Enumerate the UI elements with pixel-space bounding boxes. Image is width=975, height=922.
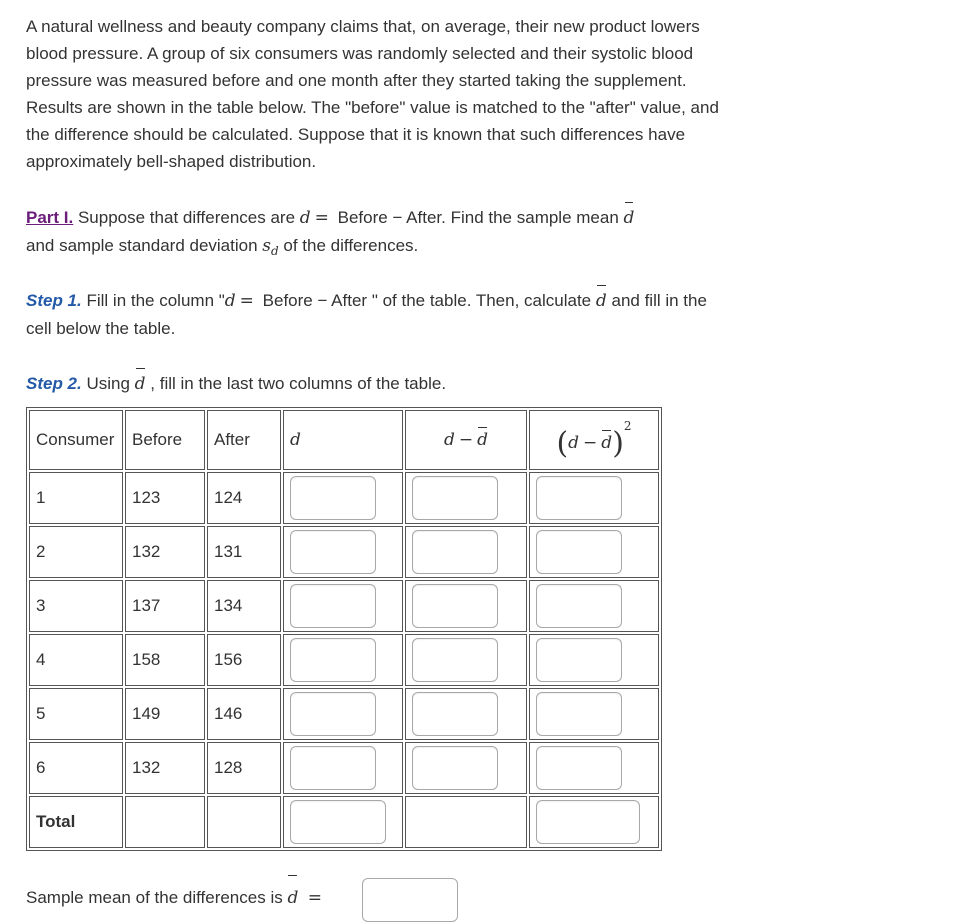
- before-cell: 158: [125, 634, 205, 686]
- consumer-cell: 2: [29, 526, 123, 578]
- dev-cell: [405, 634, 527, 686]
- part-one-link[interactable]: Part I.: [26, 208, 74, 227]
- header-after: After: [207, 410, 281, 470]
- total-squared-deviation-input[interactable]: [536, 800, 640, 844]
- header-before: Before: [125, 410, 205, 470]
- sq-cell: [529, 526, 659, 578]
- table-row: [29, 742, 659, 794]
- d-bar-symbol: d: [287, 878, 298, 918]
- total-sq-cell: [529, 796, 659, 848]
- deviation-input[interactable]: [412, 746, 498, 790]
- step-two-label: Step 2.: [26, 374, 82, 393]
- consumer-cell: 5: [29, 688, 123, 740]
- total-d-input[interactable]: [290, 800, 386, 844]
- deviation-input[interactable]: [412, 530, 498, 574]
- d-cell: [283, 472, 403, 524]
- sample-mean-input[interactable]: [362, 878, 458, 922]
- sample-mean-line: Sample mean of the differences is d =: [26, 878, 326, 918]
- squared-deviation-input[interactable]: [536, 530, 622, 574]
- before-cell: 132: [125, 526, 205, 578]
- part-one-text-e: of the differences.: [278, 236, 419, 255]
- d-cell: [283, 688, 403, 740]
- sq-cell: [529, 472, 659, 524]
- sq-cell: [529, 580, 659, 632]
- total-label: Total: [29, 796, 123, 848]
- after-cell: 156: [207, 634, 281, 686]
- d-cell: [283, 580, 403, 632]
- before-cell: 137: [125, 580, 205, 632]
- d-input[interactable]: [290, 476, 376, 520]
- part-one-text-d: and sample standard deviation: [26, 236, 263, 255]
- before-cell: 123: [125, 472, 205, 524]
- part-one-text-a: Suppose that differences are: [73, 208, 300, 227]
- header-consumer: Consumer: [29, 410, 123, 470]
- after-cell: 146: [207, 688, 281, 740]
- step-two-text-b: , fill in the last two columns of the table.: [145, 374, 447, 393]
- header-d: d: [283, 410, 403, 470]
- consumer-cell: 3: [29, 580, 123, 632]
- dev-cell: [405, 688, 527, 740]
- squared-deviation-input[interactable]: [536, 638, 622, 682]
- d-cell: [283, 742, 403, 794]
- sq-cell: [529, 742, 659, 794]
- table-row: [29, 526, 659, 578]
- squared-deviation-input[interactable]: [536, 692, 622, 736]
- total-d-cell: [283, 796, 403, 848]
- d-cell: [283, 634, 403, 686]
- consumer-cell: 1: [29, 472, 123, 524]
- sample-mean-label: Sample mean of the differences is: [26, 888, 288, 907]
- data-table: [26, 407, 662, 851]
- part-one-instructions: Part I. Suppose that differences are d = Before − After. Find the sample mean d and sample standard deviation $s_d$ of the differences.: [26, 204, 736, 265]
- deviation-input[interactable]: [412, 584, 498, 628]
- table-header-row: [29, 410, 659, 470]
- table-row: [29, 472, 659, 524]
- d-input[interactable]: [290, 692, 376, 736]
- d-symbol: d: [224, 291, 236, 311]
- table-row: [29, 634, 659, 686]
- after-cell: 128: [207, 742, 281, 794]
- after-cell: 124: [207, 472, 281, 524]
- d-bar-symbol: d: [624, 205, 635, 232]
- step-one-text-b: Before − After: [262, 291, 368, 310]
- dev-cell: [405, 742, 527, 794]
- total-row: [29, 796, 659, 848]
- part-one-text-c: . Find the sample mean: [441, 208, 624, 227]
- step-one-text-d: and fill in the cell below the table.: [26, 291, 707, 338]
- dev-cell: [405, 526, 527, 578]
- total-dev-cell: [405, 796, 527, 848]
- d-input[interactable]: [290, 638, 376, 682]
- d-bar-symbol: d: [135, 371, 146, 398]
- header-squared-deviation: $(d - d)^2$: [529, 410, 659, 470]
- squared-deviation-input[interactable]: [536, 746, 622, 790]
- header-d-minus-dbar: d − d: [405, 410, 527, 470]
- after-cell: 131: [207, 526, 281, 578]
- dev-cell: [405, 472, 527, 524]
- step-one-label: Step 1.: [26, 291, 82, 310]
- d-cell: [283, 526, 403, 578]
- deviation-input[interactable]: [412, 638, 498, 682]
- part-one-text-b: Before − After: [337, 208, 442, 227]
- before-cell: 149: [125, 688, 205, 740]
- dev-cell: [405, 580, 527, 632]
- deviation-input[interactable]: [412, 476, 498, 520]
- before-cell: 132: [125, 742, 205, 794]
- deviation-input[interactable]: [412, 692, 498, 736]
- d-input[interactable]: [290, 530, 376, 574]
- d-bar-symbol: d: [596, 288, 607, 315]
- step-one-instructions: Step 1. Fill in the column "d = Before − After " of the table. Then, calculate d and fill in the cell below the table.: [26, 287, 736, 342]
- total-after-cell: [207, 796, 281, 848]
- sq-cell: [529, 634, 659, 686]
- table-row: [29, 580, 659, 632]
- step-one-text-c: " of the table. Then, calculate: [367, 291, 596, 310]
- after-cell: 134: [207, 580, 281, 632]
- sq-cell: [529, 688, 659, 740]
- squared-deviation-input[interactable]: [536, 584, 622, 628]
- total-before-cell: [125, 796, 205, 848]
- d-input[interactable]: [290, 746, 376, 790]
- sd-symbol: $s_d$: [262, 236, 279, 258]
- step-two-text-a: Using: [81, 374, 135, 393]
- d-symbol: d: [299, 208, 311, 228]
- step-two-instructions: [26, 370, 736, 398]
- consumer-cell: 6: [29, 742, 123, 794]
- d-input[interactable]: [290, 584, 376, 628]
- consumer-cell: 4: [29, 634, 123, 686]
- step-one-text-a: Fill in the column ": [81, 291, 225, 310]
- table-row: [29, 688, 659, 740]
- squared-deviation-input[interactable]: [536, 476, 622, 520]
- problem-intro: A natural wellness and beauty company claims that, on average, their new product lowers blood pressure. A group of six consumers was randomly selected and their systolic blood pressure was measured before and one month after they started taking the supplement. Results are shown in the table below. The "before" value is matched to the "after" value, and the difference should be calculated. Suppose that it is known that such differences have approximately bell-shaped distribution.: [26, 17, 719, 171]
